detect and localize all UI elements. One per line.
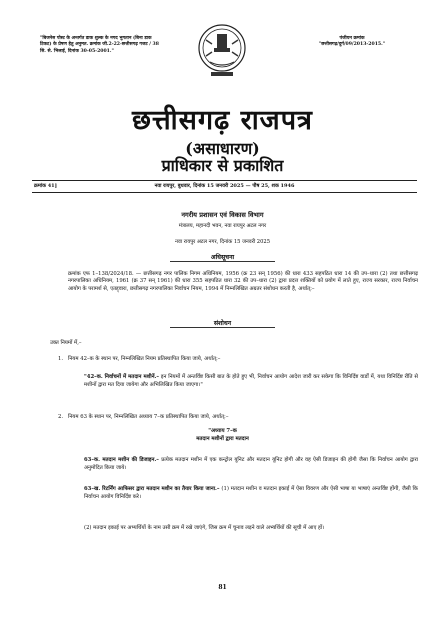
section-63kh-text: (1) मतदान मशीन व मतदान इकाई में ऐसा विवरण और ऐसी भाषा या भाषाएं अन्तर्विष्ट होंगी, जैसी कि निर्वाचन आयोग विनिर्दिष्ट करे।: [84, 486, 418, 500]
registration-number: "छत्तीसगढ़/दुर्ग/09/2013-2015.": [318, 42, 386, 48]
notification-heading: अधिसूचना: [210, 254, 235, 261]
page-number: 81: [218, 584, 227, 591]
chapter-subtitle: मतदान मशीनों द्वारा मतदान: [196, 436, 249, 442]
rule-42k-heading: "42–क. निर्वाचनों में मतदान मशीनें.–: [84, 374, 160, 380]
issue-number: क्रमांक 41]: [34, 183, 58, 189]
list-item: [58, 414, 229, 421]
issue-line: [32, 180, 417, 193]
notification-body: क्रमांक एफ 1–138/2024/18. — छत्तीसगढ़ नगर पालिक निगम अधिनियम, 1956 (क्र 23 सन् 1956) की धारा 433 सहपठित धारा 14 की उप–धारा (2) तथा छत्तीसगढ़ नगरपालिका अधिनियम, 1961 (क्र 37 सन् 1961) की धारा 355 सहपठित धारा 32 की उप–धारा (2) द्वारा प्रदत्त शक्तियों को प्रयोग में लाते हुए, राज्य सरकार, राज्य निर्वाचन आयोग के परामर्श से, एतद्द्वारा, छत्तीसगढ़ नगरपालिका निर्वाचन नियम, 1994 में निम्नलिखित अग्रतर संशोधन करती है, अर्थात्:–: [68, 271, 418, 292]
item-number: 2.: [58, 414, 64, 420]
chapter-title: "अध्याय 7–क: [208, 428, 237, 434]
list-item: [58, 356, 221, 363]
item-number: 1.: [58, 356, 64, 362]
rule-42k-text: इन नियमों में अन्तर्विष्ट किसी बात के होते हुए भी, निर्वाचन आयोग आदेश जारी कर सकेगा कि विनिर्दिष्ट वार्डों में, यथा विनिर्दिष्ट रीति से मशीनों द्वारा मत दिया जायेगा और अभिलिखित किया जाएगा।": [84, 374, 418, 388]
divider: [170, 327, 275, 328]
gazette-authority: प्राधिकार से प्रकाशित: [161, 156, 284, 175]
divider: [170, 261, 275, 262]
state-emblem-icon: [196, 22, 248, 82]
registration-block: [292, 36, 412, 49]
postal-notice: "बिजनेस पोस्ट के अन्तर्गत डाक शुल्क के नगद भुगतान (बिना डाक टिकट) के प्रेषण हेतु अनुमत. क्रमांक जी.2-22-छत्तीसगढ़ गजट / 38 सि. से. भिलाई, दिनांक 30-05-2001.": [40, 36, 159, 54]
section-63kh-heading: 63–ख. रिटर्निंग आफिसर द्वारा मतदान मशीन का तैयार किया जाना.–: [84, 486, 220, 492]
section-63k-heading: 63–क. मतदान मशीन की डिजाइन.–: [84, 457, 159, 463]
rule-42k-quote: [84, 374, 418, 389]
amendment-heading: संशोधन: [213, 320, 232, 327]
issue-date: नवा रायपुर, बुधवार, दिनांक 15 जनवरी 2025 — पौष 25, शक 1946: [154, 183, 295, 189]
item-text: नियम 63 के स्थान पर, निम्नलिखित अध्याय 7–क प्रतिस्थापित किया जाये, अर्थात्:–: [68, 414, 229, 420]
section-63kh-sub2: (2) मतदान इकाई पर अभ्यर्थियों के नाम उसी क्रम में रखे जाएंगे, जिस क्रम में चुनाव लड़ने वाले अभ्यर्थियों की सूची में आए हों।: [84, 525, 325, 531]
department-name: नगरीय प्रशासन एवं विकास विभाग: [181, 211, 264, 219]
amendment-intro: उक्त नियमों में,–: [50, 340, 82, 346]
section-63k-text: प्रत्येक मतदान मशीन में एक कन्ट्रोल यूनिट और मतदान यूनिट होगी और वह ऐसी डिजाइन की होगी जैसा कि निर्वाचन आयोग द्वारा अनुमोदित किया जाये।: [84, 457, 419, 471]
section-63k: [84, 457, 418, 472]
department-address: मंत्रालय, महानदी भवन, नवा रायपुर अटल नगर: [178, 223, 267, 229]
section-63kh: [84, 486, 418, 501]
gazette-title: छत्तीसगढ़ राजपत्र: [132, 105, 313, 136]
item-text: नियम 42–क के स्थान पर, निम्नलिखित नियम प्रतिस्थापित किया जाये, अर्थात्:–: [68, 356, 221, 362]
registration-label: पंजीयन क्रमांक: [339, 36, 365, 41]
gazette-extraordinary: (असाधारण): [185, 139, 260, 158]
place-date: नवा रायपुर अटल नगर, दिनांक 15 जनवरी 2025: [174, 239, 271, 245]
